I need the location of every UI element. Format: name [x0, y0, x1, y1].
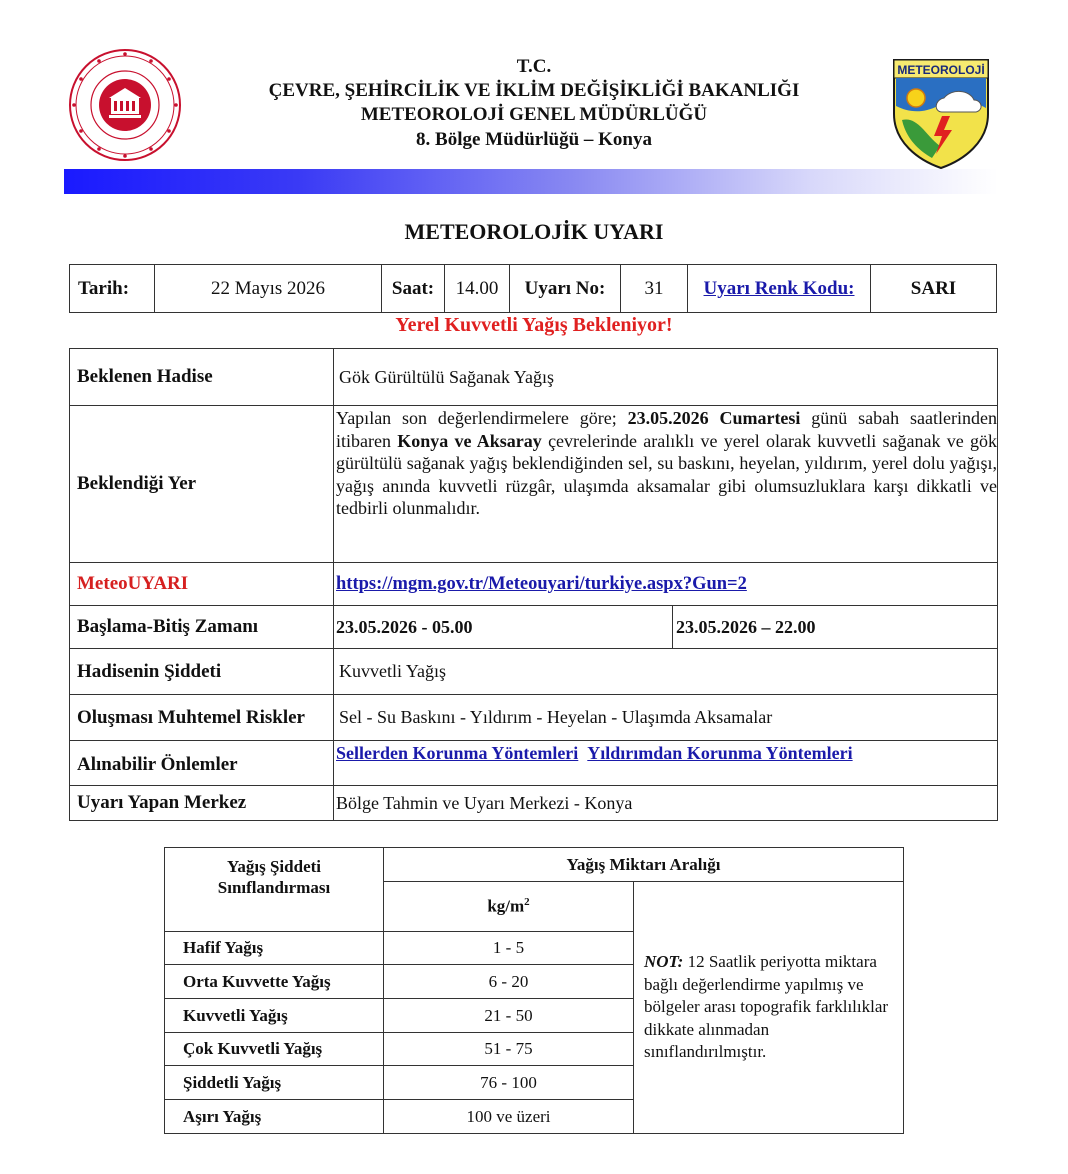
class-row-range: 100 ve üzeri: [384, 1100, 634, 1134]
class-row-range: 6 - 20: [384, 965, 634, 999]
class-row-label: Şiddetli Yağış: [165, 1066, 384, 1100]
date-value: 22 Mayıs 2026: [155, 265, 382, 313]
measures-label: Alınabilir Önlemler: [70, 741, 334, 786]
header-regional: 8. Bölge Müdürlüğü – Konya: [416, 129, 652, 150]
date-label: Tarih:: [70, 265, 155, 313]
class-row-range: 51 - 75: [384, 1033, 634, 1066]
warning-no-label: Uyarı No:: [510, 265, 621, 313]
time-range-label: Başlama-Bitiş Zamanı: [70, 606, 334, 649]
class-row-label: Orta Kuvvette Yağış: [165, 965, 384, 999]
class-row-label: Aşırı Yağış: [165, 1100, 384, 1134]
time-value: 14.00: [445, 265, 510, 313]
risks-label: Oluşması Muhtemel Riskler: [70, 695, 334, 741]
class-row-range: 76 - 100: [384, 1066, 634, 1100]
meteouyari-link[interactable]: https://mgm.gov.tr/Meteouyari/turkiye.aspx?Gun=2: [336, 574, 747, 594]
color-code-link[interactable]: Uyarı Renk Kodu:: [703, 277, 855, 299]
place-date: 23.05.2026 Cumartesi: [627, 408, 801, 428]
severity-label: Hadisenin Şiddeti: [70, 649, 334, 695]
start-time: 23.05.2026 - 05.00: [334, 606, 673, 649]
class-row-label: Çok Kuvvetli Yağış: [165, 1033, 384, 1066]
header-directorate: METEOROLOJİ GENEL MÜDÜRLÜĞÜ: [360, 104, 708, 125]
warning-headline: Yerel Kuvvetli Yağış Bekleniyor!: [395, 314, 673, 336]
classification-header: Yağış Şiddeti Sınıflandırması: [165, 848, 384, 932]
place-label: Beklendiği Yer: [70, 406, 334, 563]
class-row-label: Hafif Yağış: [165, 932, 384, 965]
page-title: METEOROLOJİK UYARI: [404, 219, 664, 244]
header-tc: T.C.: [516, 56, 552, 77]
lightning-protection-link[interactable]: Yıldırımdan Korunma Yöntemleri: [587, 743, 853, 763]
place-description: Yapılan son değerlendirmelere göre; 23.05.2026 Cumartesi günü sabah saatlerinden itibaren Konya ve Aksaray çevrelerinde aralıklı ve yerel olarak kuvvetli sağanak ve gök gürültülü sağanak yağış beklendiğinden sel, su baskını, heyelan, yıldırım, yerel dolu yağışı, yağış anında kuvvetli rüzgâr, ulaşımda aksamalar gibi olumsuzluklara karşı dikkatli ve tedbirli olunmalıdır.: [334, 406, 998, 563]
header-ministry: ÇEVRE, ŞEHİRCİLİK VE İKLİM DEĞİŞİKLİĞİ BAKANLIĞI: [268, 80, 800, 101]
event-label: Beklenen Hadise: [70, 349, 334, 406]
details-table: [69, 348, 998, 821]
amount-header: Yağış Miktarı Aralığı: [384, 848, 904, 882]
classification-table: [164, 847, 904, 1134]
class-row-range: 1 - 5: [384, 932, 634, 965]
center-label: Uyarı Yapan Merkez: [70, 786, 334, 821]
class-row-label: Kuvvetli Yağış: [165, 999, 384, 1033]
info-table: [69, 264, 997, 313]
unit-header: $kg/m^2$: [384, 882, 634, 932]
center-value: Bölge Tahmin ve Uyarı Merkezi - Konya: [334, 786, 998, 821]
end-time: 23.05.2026 – 22.00: [673, 606, 998, 649]
classification-note: NOT: 12 Saatlik periyotta miktara bağlı değerlendirme yapılmış ve bölgeler arası topografik farklılıklar dikkate alınmadan sınıflandırılmıştır.: [634, 882, 904, 1134]
time-label: Saat:: [382, 265, 445, 313]
place-cities: Konya ve Aksaray: [397, 430, 542, 451]
warning-no-value: 31: [621, 265, 688, 313]
header-gradient-bar: [64, 169, 998, 194]
class-row-range: 21 - 50: [384, 999, 634, 1033]
severity-value: Kuvvetli Yağış: [334, 649, 998, 695]
color-code-value: SARI: [871, 265, 997, 313]
flood-protection-link[interactable]: Sellerden Korunma Yöntemleri: [336, 743, 579, 763]
event-value: Gök Gürültülü Sağanak Yağış: [334, 349, 998, 406]
risks-value: Sel - Su Baskını - Yıldırım - Heyelan - Ulaşımda Aksamalar: [334, 695, 998, 741]
meteouyari-label: MeteoUYARI: [70, 563, 334, 606]
logo-text: METEOROLOJİ: [897, 63, 985, 77]
